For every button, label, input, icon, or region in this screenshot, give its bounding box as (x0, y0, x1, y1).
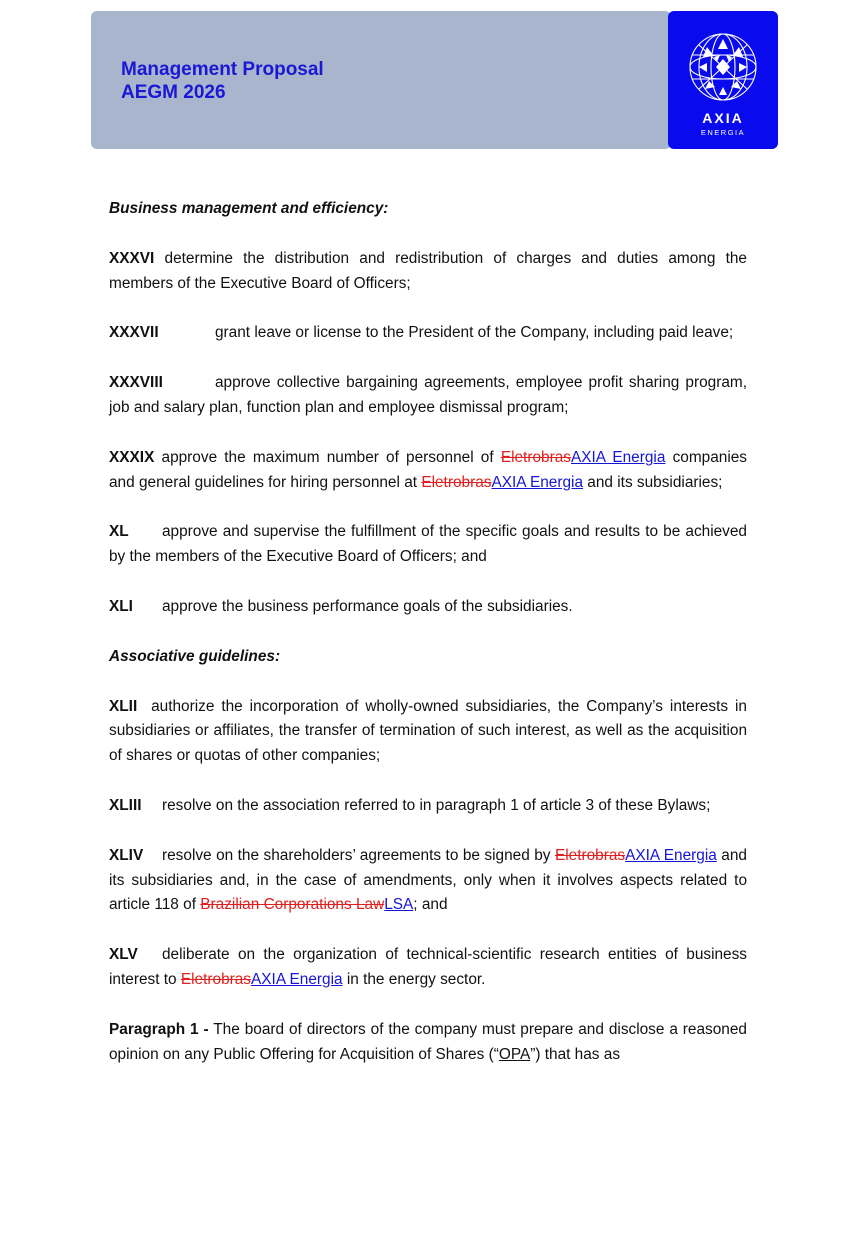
clause-number: XXXVII (109, 324, 159, 342)
clause-xlii (109, 695, 752, 769)
clause-number: XXXVI (109, 249, 155, 267)
clause-text: companies and general guidelines for hiring personnel at (109, 448, 747, 491)
clause-text: resolve on the shareholders’ agreements to be signed by (162, 846, 555, 864)
clause-text: grant leave or license to the President of the Company, including paid leave; (215, 324, 734, 342)
clause-text: ; and (413, 896, 448, 914)
inserted-text: AXIA Energia (625, 846, 717, 864)
clause-xxxviii (109, 371, 747, 421)
clause-text: and its subsidiaries; (583, 473, 723, 491)
deleted-text: Eletrobras (554, 846, 626, 864)
clause-text: determine the distribution and redistribution of charges and duties among the members of the Executive Board of Officers; (109, 249, 747, 292)
deleted-text: Brazilian Corporations Law (200, 896, 385, 914)
section-heading-business: Business management and efficiency: (109, 200, 389, 217)
clause-text: deliberate on the organization of technical-scientific research entities of business interest to (109, 946, 747, 988)
clause-xlv (109, 943, 747, 993)
clause-text: and its subsidiaries and, in the case of amendments, only when it involves aspects related to article 118 of (109, 846, 747, 914)
paragraph-text: ”) that has as (530, 1045, 621, 1063)
inserted-text: AXIA Energia (251, 970, 343, 988)
abbreviation: OPA (498, 1045, 531, 1063)
clause-number: XXXIX (109, 448, 155, 466)
globe-logo-icon (687, 31, 759, 103)
clause-xxxvi (109, 247, 747, 297)
clause-text: approve collective bargaining agreements, employee profit sharing program, job and salary plan, function plan and employee dismissal program; (109, 374, 747, 416)
inserted-text: AXIA Energia (491, 473, 584, 491)
clause-text: authorize the incorporation of wholly-owned subsidiaries, the Company’s interests in subsidiaries or affiliates, the transfer of termination of such interest, as well as the acquisition of shares or quotas of other companies; (109, 697, 752, 765)
clause-text: approve and supervise the fulfillment of the specific goals and results to be achieved by the members of the Executive Board of Officers; and (109, 523, 747, 566)
logo-name: AXIA (702, 110, 744, 126)
clause-number: XL (109, 523, 129, 541)
clause-xliii (109, 794, 747, 819)
deleted-text: Eletrobras (421, 473, 492, 491)
title-line-2: AEGM 2026 (121, 82, 226, 103)
deleted-text: Eletrobras (180, 970, 252, 988)
inserted-text: LSA (384, 896, 414, 914)
document-body (109, 197, 752, 1092)
document-title (121, 58, 324, 104)
clause-xliv (109, 844, 747, 918)
paragraph-1 (109, 1018, 747, 1068)
clause-text: approve the business performance goals of the subsidiaries. (162, 597, 573, 615)
clause-xli (109, 595, 747, 620)
company-logo (668, 11, 778, 149)
title-line-1: Management Proposal (121, 59, 324, 80)
logo-subtitle: ENERGIA (700, 128, 746, 137)
clause-xxxix (109, 446, 747, 496)
clause-number: XLI (109, 597, 133, 615)
section-heading-associative: Associative guidelines: (109, 647, 281, 665)
clause-number: XLII (109, 697, 138, 715)
paragraph-text: The board of directors of the company must prepare and disclose a reasoned opinion on any Public Offering for Acquisition of Shares (“ (109, 1020, 747, 1063)
inserted-text: AXIA Energia (570, 448, 666, 466)
clause-text: resolve on the association referred to in paragraph 1 of article 3 of these Bylaws; (162, 796, 711, 814)
deleted-text: Eletrobras (500, 448, 571, 466)
clause-number: XXXVIII (109, 374, 163, 392)
paragraph-label: Paragraph 1 - (109, 1020, 209, 1038)
clause-xl (109, 520, 747, 570)
clause-xxxvii (109, 321, 747, 346)
clause-number: XLIII (109, 796, 142, 814)
clause-number: XLIV (109, 846, 144, 864)
clause-text: in the energy sector. (342, 970, 486, 988)
clause-number: XLV (109, 946, 138, 964)
clause-text: approve the maximum number of personnel of (154, 448, 501, 466)
